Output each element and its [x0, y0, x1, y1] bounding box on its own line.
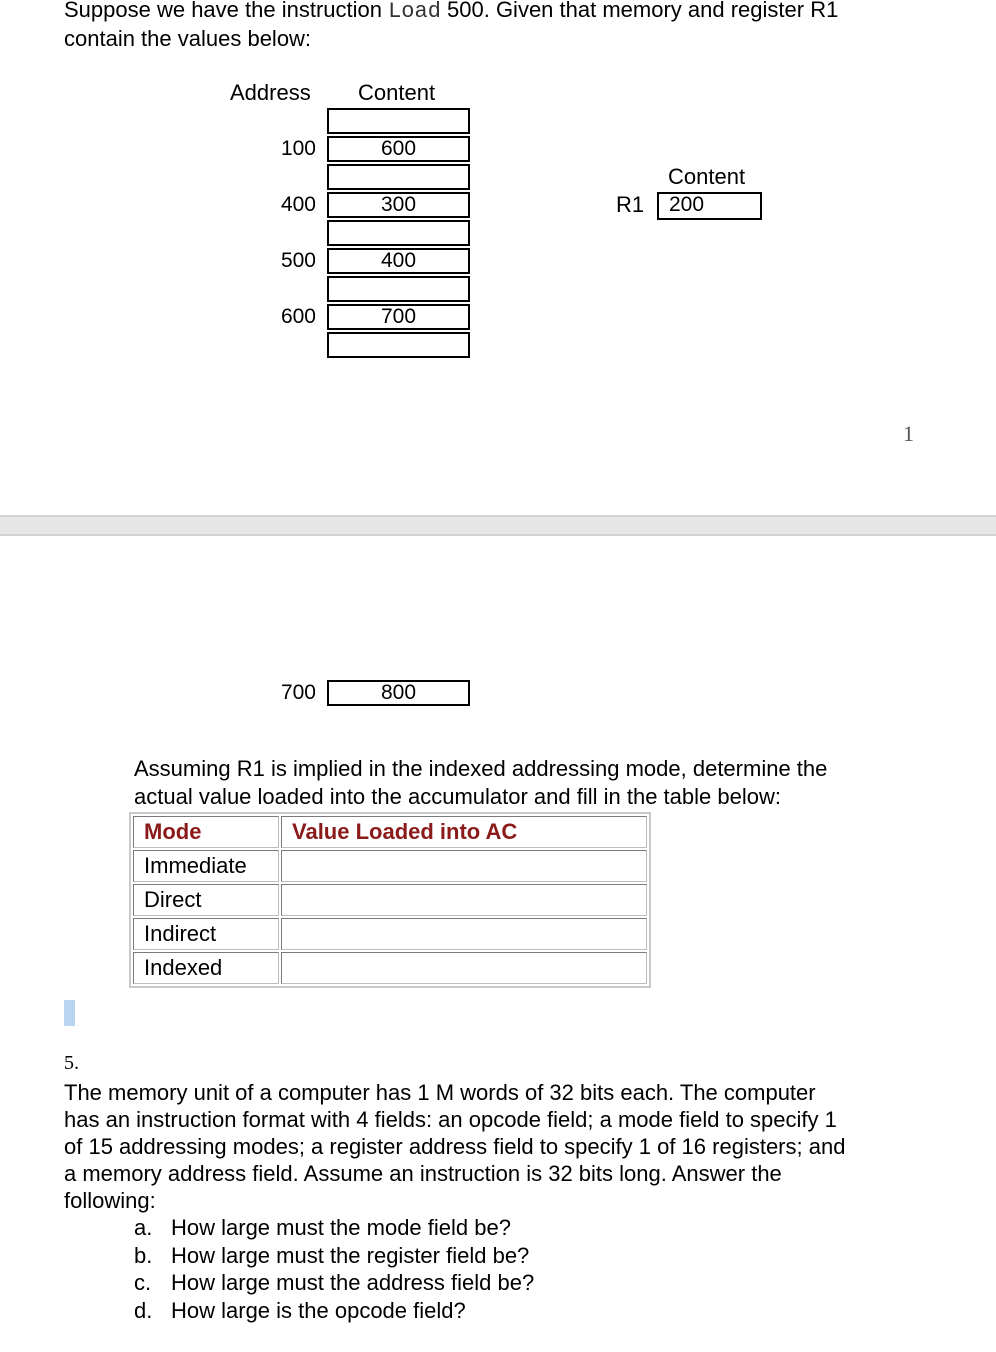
mode-header: Mode: [133, 816, 279, 848]
memory-cell-blank: [327, 276, 470, 302]
table-row: [133, 952, 647, 984]
question-line: a memory address field. Assume an instruction is 32 bits long. Answer the: [64, 1161, 782, 1186]
table-row: [133, 918, 647, 950]
list-item: [134, 1297, 534, 1325]
question-items-list: [134, 1214, 534, 1324]
memory-address: 600: [280, 305, 316, 328]
intro-code: Load: [388, 0, 441, 24]
page-break-divider: [0, 515, 996, 536]
mode-cell: Indexed: [133, 952, 279, 984]
assume-line-1: Assuming R1 is implied in the indexed addressing mode, determine the: [134, 756, 828, 781]
list-item-text: How large must the address field be?: [171, 1270, 535, 1295]
list-item-text: How large is the opcode field?: [171, 1297, 466, 1323]
intro-text-after: 500. Given that memory and register R1: [440, 0, 839, 22]
memory-cell-blank: [327, 220, 470, 246]
mode-cell: Direct: [133, 884, 279, 916]
list-item: [134, 1214, 534, 1242]
memory-address: 700: [280, 681, 316, 704]
register-name: R1: [616, 192, 645, 217]
content-header: Content: [358, 80, 436, 105]
mode-cell: Immediate: [133, 850, 279, 882]
addressing-modes-table: [129, 812, 651, 988]
memory-content: 400: [327, 248, 470, 274]
list-item-text: How large must the register field be?: [171, 1242, 530, 1268]
value-header: Value Loaded into AC: [281, 816, 647, 848]
memory-cell-blank: [327, 164, 470, 190]
list-marker: d.: [134, 1297, 153, 1323]
question-line: following:: [64, 1188, 156, 1213]
memory-content: 800: [327, 680, 470, 706]
memory-content: 600: [327, 136, 470, 162]
memory-cell-blank: [327, 108, 470, 134]
address-header: Address: [230, 80, 311, 105]
register-value-box: 200: [657, 192, 762, 220]
value-cell[interactable]: [281, 918, 647, 950]
memory-content: 700: [327, 304, 470, 330]
question-number: 5.: [64, 1052, 79, 1074]
table-row: [133, 850, 647, 882]
list-marker: c.: [134, 1270, 152, 1295]
memory-address: 400: [280, 193, 316, 216]
list-marker: b.: [134, 1242, 153, 1268]
list-item-text: How large must the mode field be?: [171, 1215, 511, 1240]
intro-line-1: [64, 0, 838, 26]
list-item: [134, 1242, 534, 1270]
memory-cell-blank: [327, 332, 470, 358]
table-header-row: [133, 816, 647, 848]
list-item: [134, 1269, 534, 1297]
memory-address: 100: [280, 137, 316, 160]
assume-line-2: actual value loaded into the accumulator and fill in the table below:: [134, 784, 781, 809]
memory-content: 300: [327, 192, 470, 218]
list-marker: a.: [134, 1215, 153, 1240]
value-cell[interactable]: [281, 850, 647, 882]
text-cursor: [64, 1000, 75, 1026]
question-line: The memory unit of a computer has 1 M words of 32 bits each. The computer: [64, 1080, 816, 1105]
value-cell[interactable]: [281, 952, 647, 984]
mode-cell: Indirect: [133, 918, 279, 950]
intro-line-2: contain the values below:: [64, 26, 312, 51]
page-number: 1: [903, 421, 914, 446]
intro-text-before: Suppose we have the instruction: [64, 0, 389, 22]
question-line: has an instruction format with 4 fields: an opcode field; a mode field to specify 1: [64, 1107, 837, 1132]
value-cell[interactable]: [281, 884, 647, 916]
table-row: [133, 884, 647, 916]
question-line: of 15 addressing modes; a register address field to specify 1 of 16 registers; and: [64, 1134, 846, 1159]
memory-address: 500: [280, 249, 316, 272]
register-content-header: Content: [668, 164, 746, 189]
